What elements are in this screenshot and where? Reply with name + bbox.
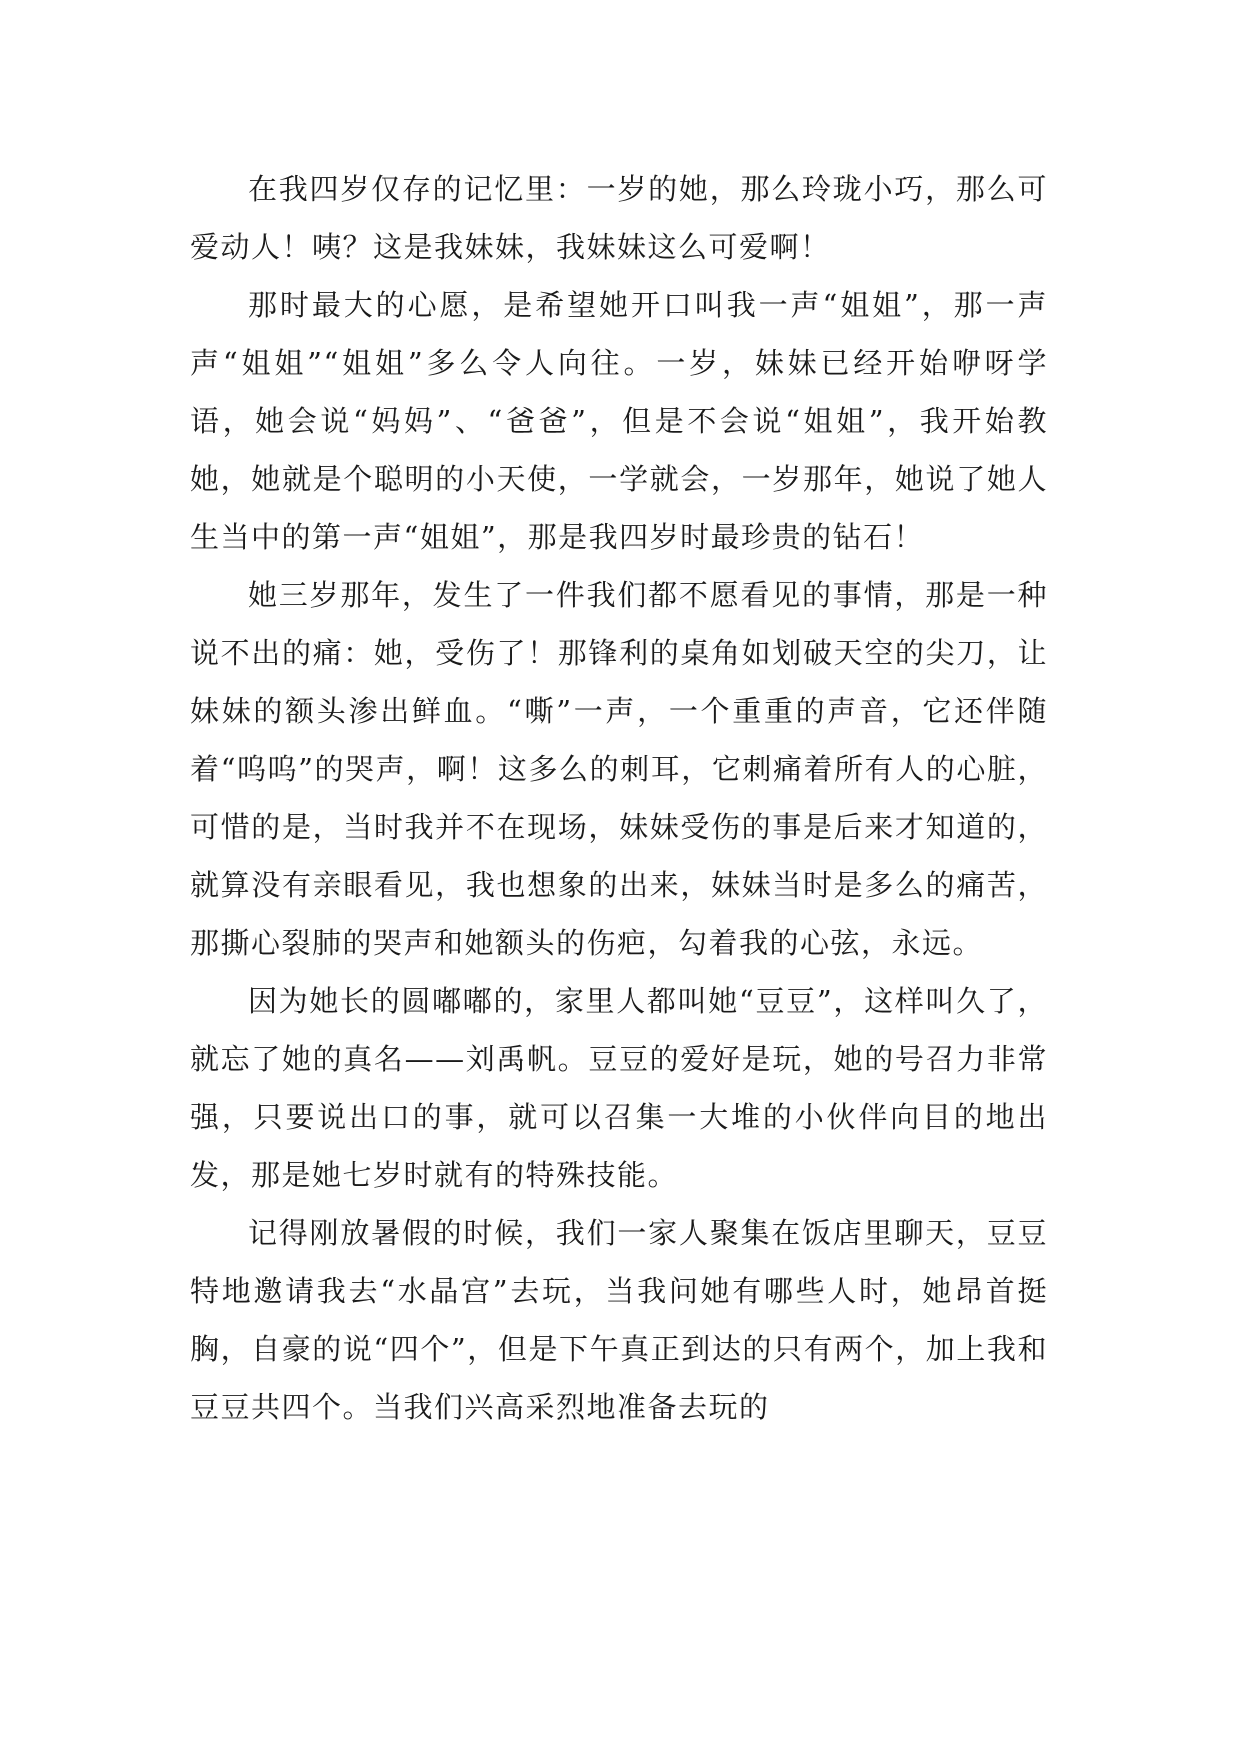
paragraph-3: 她三岁那年，发生了一件我们都不愿看见的事情，那是一种说不出的痛：她，受伤了！那锋利的桌角如划破天空的尖刀，让妹妹的额头渗出鲜血。“嘶”一声，一个重重的声音，它还伴随着“呜呜”的哭声，啊！这多么的刺耳，它刺痛着所有人的心脏，可惜的是，当时我并不在现场，妹妹受伤的事是后来才知道的，就算没有亲眼看见，我也想象的出来，妹妹当时是多么的痛苦，那撕心裂肺的哭声和她额头的伤疤，勾着我的心弦，永远。 bbox=[190, 578, 1048, 960]
paragraph-1: 在我四岁仅存的记忆里：一岁的她，那么玲珑小巧，那么可爱动人！咦？这是我妹妹，我妹妹这么可爱啊！ bbox=[190, 172, 1048, 264]
paragraph-2: 那时最大的心愿，是希望她开口叫我一声“姐姐”，那一声声“姐姐”“姐姐”多么令人向往。一岁，妹妹已经开始咿呀学语，她会说“妈妈”、“爸爸”，但是不会说“姐姐”，我开始教她，她就是个聪明的小天使，一学就会，一岁那年，她说了她人生当中的第一声“姐姐”，那是我四岁时最珍贵的钻石！ bbox=[190, 288, 1048, 554]
paragraph-4: 因为她长的圆嘟嘟的，家里人都叫她“豆豆”，这样叫久了，就忘了她的真名——刘禹帆。豆豆的爱好是玩，她的号召力非常强，只要说出口的事，就可以召集一大堆的小伙伴向目的地出发，那是她七岁时就有的特殊技能。 bbox=[190, 984, 1048, 1192]
paragraph-5: 记得刚放暑假的时候，我们一家人聚集在饭店里聊天，豆豆特地邀请我去“水晶宫”去玩，当我问她有哪些人时，她昂首挺胸，自豪的说“四个”，但是下午真正到达的只有两个，加上我和豆豆共四个。当我们兴高采烈地准备去玩的 bbox=[190, 1216, 1048, 1424]
document-body bbox=[190, 160, 1048, 1436]
